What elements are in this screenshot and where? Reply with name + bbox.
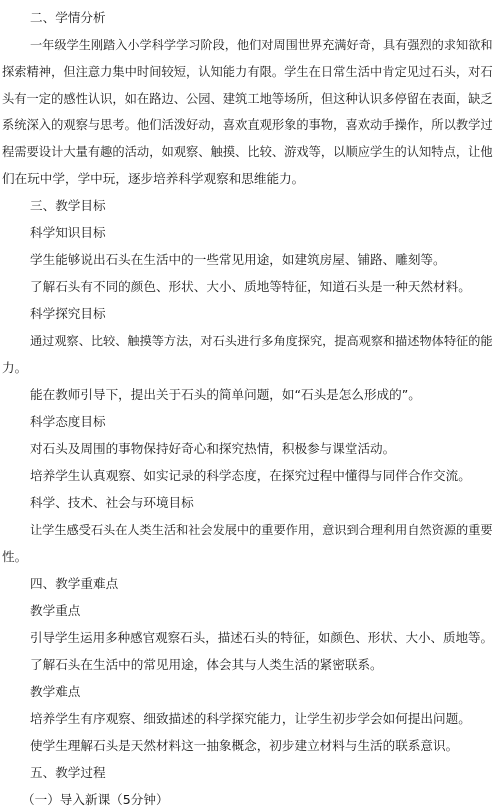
- goal-item: 培养学生认真观察、如实记录的科学态度，在探究过程中懂得与同伴合作交流。: [30, 468, 471, 483]
- difficulty-item: 使学生理解石头是天然材料这一抽象概念，初步建立材料与生活的联系意识。: [30, 738, 459, 753]
- goal-item: 了解石头有不同的颜色、形状、大小、质地等特征，知道石头是一种天然材料。: [30, 279, 471, 294]
- section-heading-teaching-process: 五、教学过程: [30, 765, 106, 780]
- section-heading-key-points: 四、教学重难点: [30, 576, 119, 591]
- paragraph-line: 系统深入的观察与思考。他们活泼好动，喜欢直观形象的事物，喜欢动手操作，所以教学过: [2, 118, 493, 132]
- paragraph-line: 程需要设计大量有趣的活动，如观察、触摸、比较、游戏等，以顺应学生的认知特点，让他: [2, 145, 493, 159]
- paragraph-line: 们在玩中学，学中玩，逐步培养科学观察和思维能力。: [2, 171, 305, 186]
- subheading-attitude-goals: 科学态度目标: [30, 414, 106, 429]
- focus-item: 引导学生运用多种感官观察石头，描述石头的特征，如颜色、形状、大小、质地等。: [30, 630, 494, 645]
- goal-item: 对石头及周围的事物保持好奇心和探究热情，积极参与课堂活动。: [30, 441, 396, 456]
- goal-item: 能在教师引导下，提出关于石头的简单问题，如“石头是怎么形成的”。: [30, 387, 421, 402]
- subheading-knowledge-goals: 科学知识目标: [30, 225, 106, 240]
- paragraph-line: 一年级学生刚踏入小学科学学习阶段，他们对周围世界充满好奇，具有强烈的求知欲和: [30, 38, 493, 52]
- section-heading-learner-analysis: 二、学情分析: [30, 10, 106, 25]
- subheading-teaching-difficulty: 教学难点: [30, 684, 81, 699]
- goal-item: 学生能够说出石头在生活中的一些常见用途，如建筑房屋、铺路、雕刻等。: [30, 252, 446, 267]
- subheading-introduction: （一）导入新课（5分钟）: [22, 792, 169, 807]
- focus-item: 了解石头在生活中的常见用途，体会其与人类生活的紧密联系。: [30, 657, 383, 672]
- goal-item-continuation: 力。: [2, 360, 28, 375]
- subheading-inquiry-goals: 科学探究目标: [30, 306, 106, 321]
- goal-item: 通过观察、比较、触摸等方法，对石头进行多角度探究，提高观察和描述物体特征的能: [30, 334, 493, 348]
- goal-item-continuation: 性。: [2, 549, 28, 564]
- paragraph-line: 探索精神，但注意力集中时间较短，认知能力有限。学生在日常生活中肯定见过石头，对石: [2, 65, 493, 79]
- goal-item: 让学生感受石头在人类生活和社会发展中的重要作用，意识到合理利用自然资源的重要: [30, 523, 493, 537]
- subheading-teaching-focus: 教学重点: [30, 603, 81, 618]
- paragraph-line: 头有一定的感性认识，如在路边、公园、建筑工地等场所，但这种认识多停留在表面，缺乏: [2, 92, 493, 106]
- difficulty-item: 培养学生有序观察、细致描述的科学探究能力，让学生初步学会如何提出问题。: [30, 711, 471, 726]
- subheading-sts-goals: 科学、技术、社会与环境目标: [30, 495, 194, 510]
- section-heading-teaching-goals: 三、教学目标: [30, 198, 106, 213]
